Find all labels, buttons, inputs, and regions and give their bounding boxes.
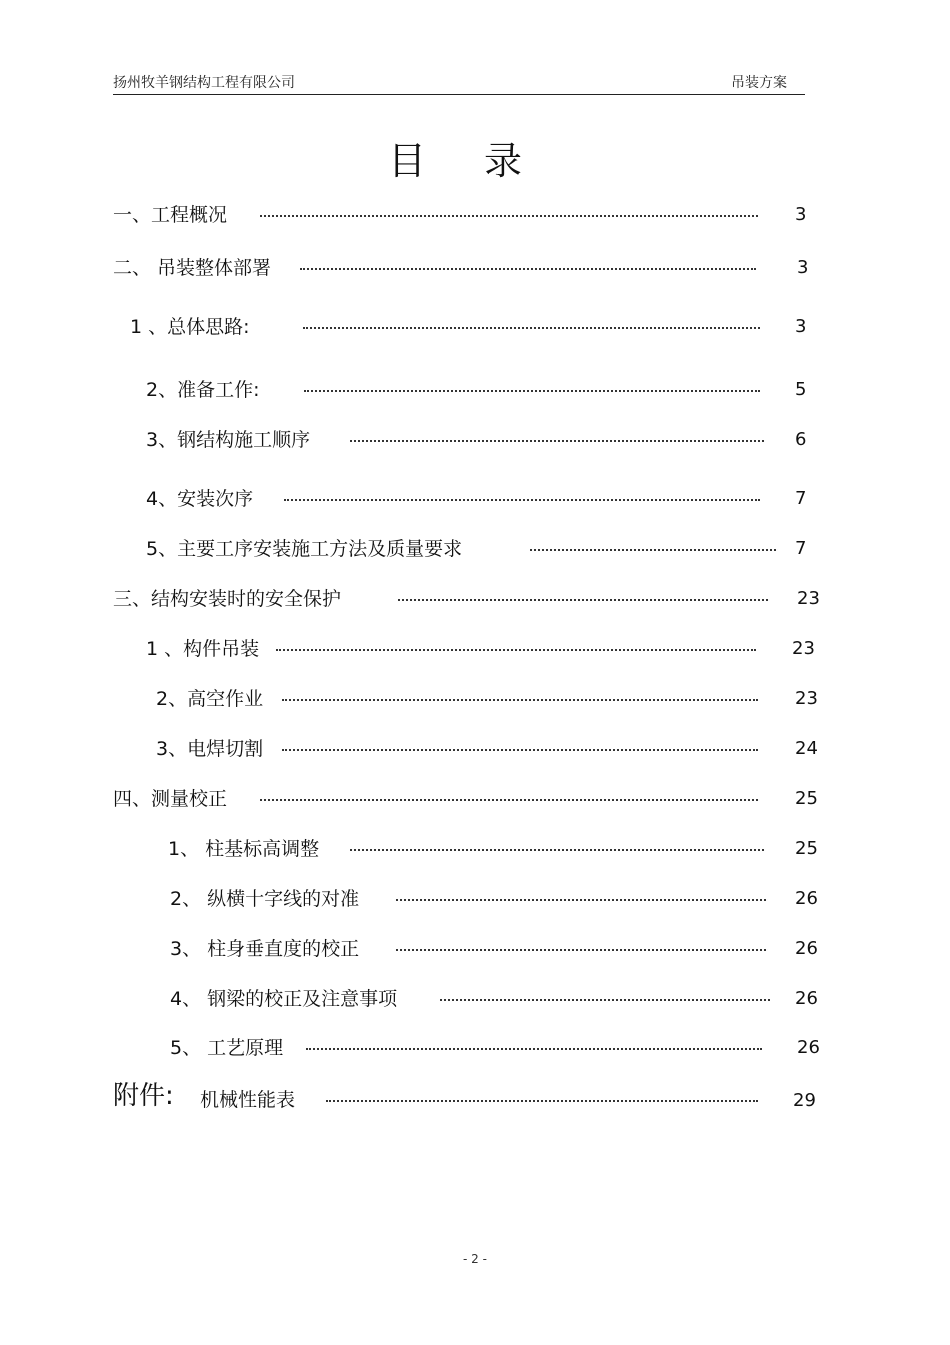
toc-entry-10[interactable] [0, 685, 950, 713]
appendix-prefix: 附件: [113, 1081, 174, 1111]
toc-leader-dots [350, 434, 764, 442]
toc-page-number: 3 [797, 257, 809, 278]
toc-leader-dots [398, 593, 768, 601]
toc-entry-label: 四、测量校正 [113, 788, 228, 810]
toc-leader-dots [304, 384, 760, 392]
toc-leader-dots [284, 493, 760, 501]
toc-entry-label: 机械性能表 [200, 1089, 296, 1111]
toc-page-number: 26 [797, 1037, 820, 1058]
toc-entry-14[interactable] [0, 885, 950, 913]
toc-leader-dots [303, 321, 760, 329]
toc-entry-label: 1 、总体思路: [130, 316, 250, 338]
toc-page-number: 24 [795, 738, 818, 759]
toc-entry-label: 1 、构件吊装 [146, 638, 260, 660]
toc-entry-label: 2、准备工作: [146, 379, 260, 401]
toc-leader-dots [282, 693, 758, 701]
toc-entry-13[interactable] [0, 835, 950, 863]
toc-leader-dots [326, 1094, 758, 1102]
toc-entry-label: 二、 吊装整体部署 [113, 257, 272, 279]
toc-entry-label: 3、 柱身垂直度的校正 [170, 938, 360, 960]
document-type: 吊装方案 [731, 75, 787, 91]
toc-entry-7[interactable] [0, 535, 950, 563]
toc-leader-dots [260, 793, 758, 801]
toc-page-number: 26 [795, 888, 818, 909]
toc-entry-label: 4、安装次序 [146, 488, 254, 510]
toc-entry-label: 3、钢结构施工顺序 [146, 429, 311, 451]
toc-entry-16[interactable] [0, 985, 950, 1013]
toc-page-number: 3 [795, 204, 807, 225]
toc-entry-17[interactable] [0, 1034, 950, 1062]
toc-entry-4[interactable] [0, 376, 950, 404]
toc-leader-dots [440, 993, 770, 1001]
toc-leader-dots [260, 209, 758, 217]
toc-entry-2[interactable] [0, 254, 950, 282]
toc-leader-dots [396, 893, 766, 901]
toc-page-number: 23 [792, 638, 815, 659]
toc-entry-label: 一、工程概况 [113, 204, 228, 226]
toc-leader-dots [396, 943, 766, 951]
toc-page-number: 29 [793, 1090, 816, 1111]
toc-page-number: 5 [795, 379, 807, 400]
toc-page-number: 23 [795, 688, 818, 709]
page-header [113, 70, 805, 95]
toc-page-number: 23 [797, 588, 820, 609]
toc-entry-label: 1、 柱基标高调整 [168, 838, 320, 860]
toc-leader-dots [276, 643, 756, 651]
toc-entry-label: 三、结构安装时的安全保护 [113, 588, 342, 610]
toc-page-number: 6 [795, 429, 807, 450]
toc-entry-15[interactable] [0, 935, 950, 963]
toc-page-number: 7 [795, 488, 807, 509]
toc-leader-dots [300, 262, 756, 270]
toc-entry-label: 4、 钢梁的校正及注意事项 [170, 988, 398, 1010]
toc-leader-dots [306, 1042, 762, 1050]
toc-entry-appendix[interactable] [0, 1081, 950, 1118]
toc-leader-dots [530, 543, 776, 551]
toc-entry-label: 5、主要工序安装施工方法及质量要求 [146, 538, 463, 560]
toc-entry-label: 5、 工艺原理 [170, 1037, 284, 1059]
toc-entry-label: 3、电焊切割 [156, 738, 264, 760]
toc-entry-1[interactable] [0, 201, 950, 229]
toc-entry-3[interactable] [0, 313, 950, 341]
toc-leader-dots [282, 743, 758, 751]
toc-page-number: 25 [795, 838, 818, 859]
company-name: 扬州牧羊钢结构工程有限公司 [113, 75, 295, 91]
toc-entry-12[interactable] [0, 785, 950, 813]
toc-entry-9[interactable] [0, 635, 950, 663]
toc-leader-dots [350, 843, 764, 851]
toc-entry-8[interactable] [0, 585, 950, 613]
toc-entry-label: 2、高空作业 [156, 688, 264, 710]
toc-page-number: 26 [795, 988, 818, 1009]
toc-page-number: 25 [795, 788, 818, 809]
toc-entry-label: 2、 纵横十字线的对准 [170, 888, 360, 910]
toc-page-number: 26 [795, 938, 818, 959]
page-title: 目录 [388, 139, 581, 183]
toc-entry-11[interactable] [0, 735, 950, 763]
toc-page-number: 7 [795, 538, 807, 559]
page-footer: - 2 - [463, 1252, 487, 1266]
toc-entry-6[interactable] [0, 485, 950, 513]
toc-page-number: 3 [795, 316, 807, 337]
toc-entry-5[interactable] [0, 426, 950, 454]
